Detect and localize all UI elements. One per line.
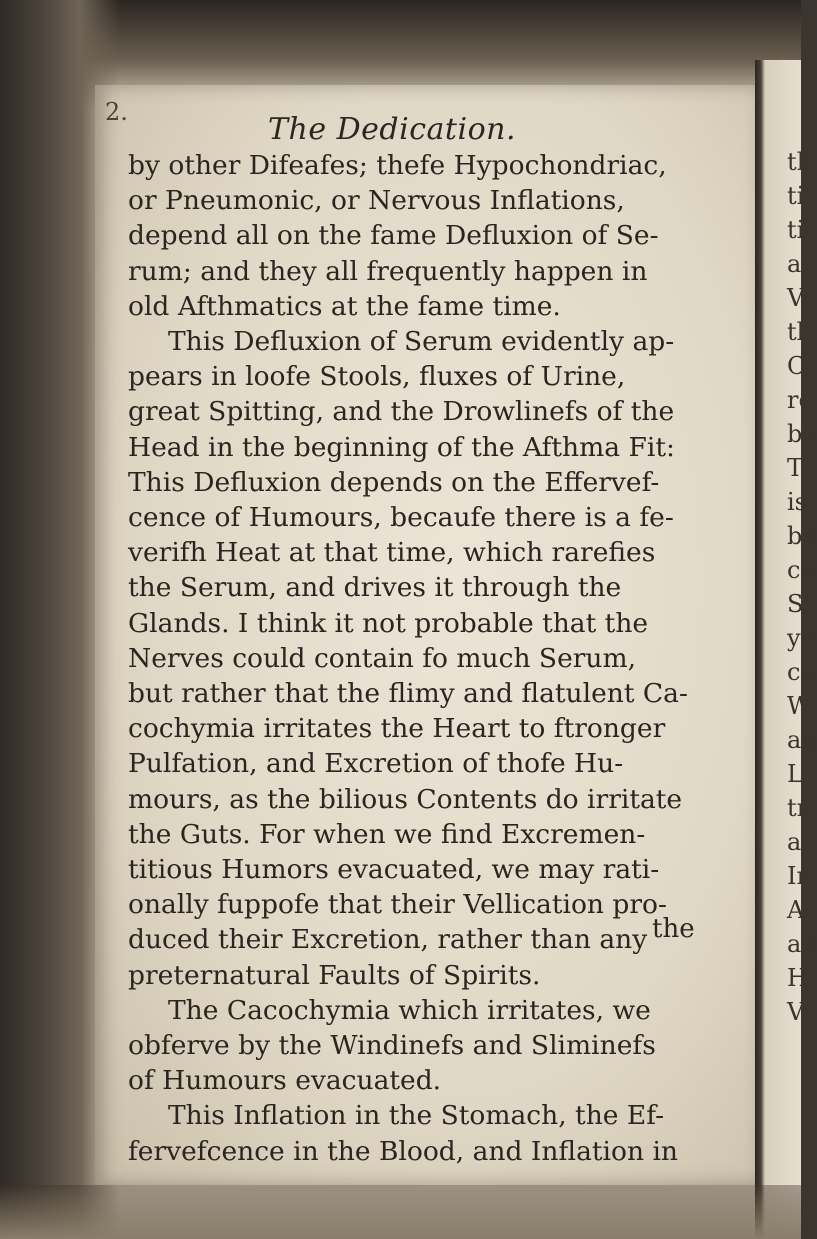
text-line: The Cacochymia which irritates, we bbox=[168, 994, 651, 1026]
text-line: titious Humors evacuated, we may rati- bbox=[128, 854, 660, 886]
facing-page-fragment: re bbox=[787, 386, 813, 414]
text-line: by other Difeafes; thefe Hypochondriac, bbox=[128, 150, 667, 181]
text-line: mours, as the bilious Contents do irritate bbox=[128, 783, 683, 815]
facing-page-fragment: L bbox=[787, 760, 803, 788]
text-line: the Serum, and drives it through the bbox=[128, 572, 622, 604]
facing-page-fragment: H bbox=[787, 964, 808, 992]
text-line: Pulfation, and Excretion of thofe Hu- bbox=[128, 748, 624, 780]
text-line: Glands. I think it not probable that the bbox=[128, 607, 649, 639]
facing-page-fragment: ye bbox=[787, 624, 815, 652]
text-line: This Defluxion depends on the Effervef- bbox=[128, 466, 660, 498]
facing-page-fragment: tl bbox=[787, 318, 805, 346]
facing-page-fragment: V bbox=[787, 284, 805, 312]
text-line: the Guts. For when we find Excremen- bbox=[128, 818, 646, 850]
facing-page-fragment: al bbox=[787, 250, 809, 278]
text-line: This Defluxion of Serum evidently ap- bbox=[168, 326, 675, 358]
facing-page-fragment: a bbox=[787, 828, 802, 856]
text-line: onally fuppofe that their Vellication pro- bbox=[128, 889, 667, 921]
catchword: the bbox=[652, 914, 695, 944]
facing-page-fragment: T bbox=[787, 454, 804, 482]
facing-page-fragment: ti bbox=[787, 182, 805, 210]
facing-page-fragment: tr bbox=[787, 794, 809, 822]
text-line: great Spitting, and the Drowlinefs of the bbox=[128, 396, 675, 428]
facing-page-fragment: ce bbox=[787, 556, 815, 584]
text-line: of Humours evacuated. bbox=[128, 1065, 442, 1097]
facing-page-fragment: C bbox=[787, 352, 806, 380]
text-line: cence of Humours, becaufe there is a fe- bbox=[128, 502, 674, 534]
text-line: obferve by the Windinefs and Sliminefs bbox=[128, 1030, 656, 1062]
text-line: This Inflation in the Stomach, the Ef- bbox=[168, 1100, 665, 1132]
text-line: Head in the beginning of the Afthma Fit: bbox=[128, 431, 675, 463]
text-line: preternatural Faults of Spirits. bbox=[128, 959, 541, 991]
facing-page-fragment: co bbox=[787, 658, 815, 686]
text-line: or Pneumonic, or Nervous Inflations, bbox=[128, 185, 625, 217]
text-line: duced their Excretion, rather than any bbox=[128, 924, 648, 956]
text-line: rum; and they all frequently happen in bbox=[128, 255, 648, 287]
facing-page-edge bbox=[755, 60, 817, 1239]
facing-page-fragment: ti bbox=[787, 216, 805, 244]
facing-page-fragment: W bbox=[787, 692, 812, 720]
facing-page-fragment: In bbox=[787, 862, 812, 890]
body-text bbox=[128, 148, 743, 1169]
text-line: depend all on the fame Defluxion of Se- bbox=[128, 220, 659, 252]
text-line: but rather that the flimy and flatulent Ca- bbox=[128, 678, 688, 710]
bottom-shadow bbox=[0, 1185, 801, 1239]
text-line: Nerves could contain fo much Serum, bbox=[128, 642, 637, 674]
facing-page-fragment: be bbox=[787, 522, 817, 550]
facing-page-fragment: an bbox=[787, 930, 817, 958]
text-line: verifh Heat at that time, which rarefies bbox=[128, 537, 656, 569]
text-line: pears in loofe Stools, fluxes of Urine, bbox=[128, 361, 626, 393]
running-title: The Dedication. bbox=[268, 112, 516, 147]
facing-page-fragment: be bbox=[787, 420, 817, 448]
facing-page-fragment: A bbox=[787, 896, 805, 924]
page-number: 2. bbox=[105, 98, 128, 126]
text-line: cochymia irritates the Heart to ftronger bbox=[128, 713, 666, 745]
text-line: old Afthmatics at the fame time. bbox=[128, 290, 561, 322]
facing-page-fragment: S bbox=[787, 590, 804, 618]
text-line: fervefcence in the Blood, and Inflation in bbox=[128, 1135, 678, 1167]
facing-page-fragment: th bbox=[787, 148, 813, 176]
facing-page-fragment: is bbox=[787, 488, 807, 516]
facing-page-fragment: V bbox=[787, 998, 805, 1026]
facing-page-fragment: an bbox=[787, 726, 817, 754]
